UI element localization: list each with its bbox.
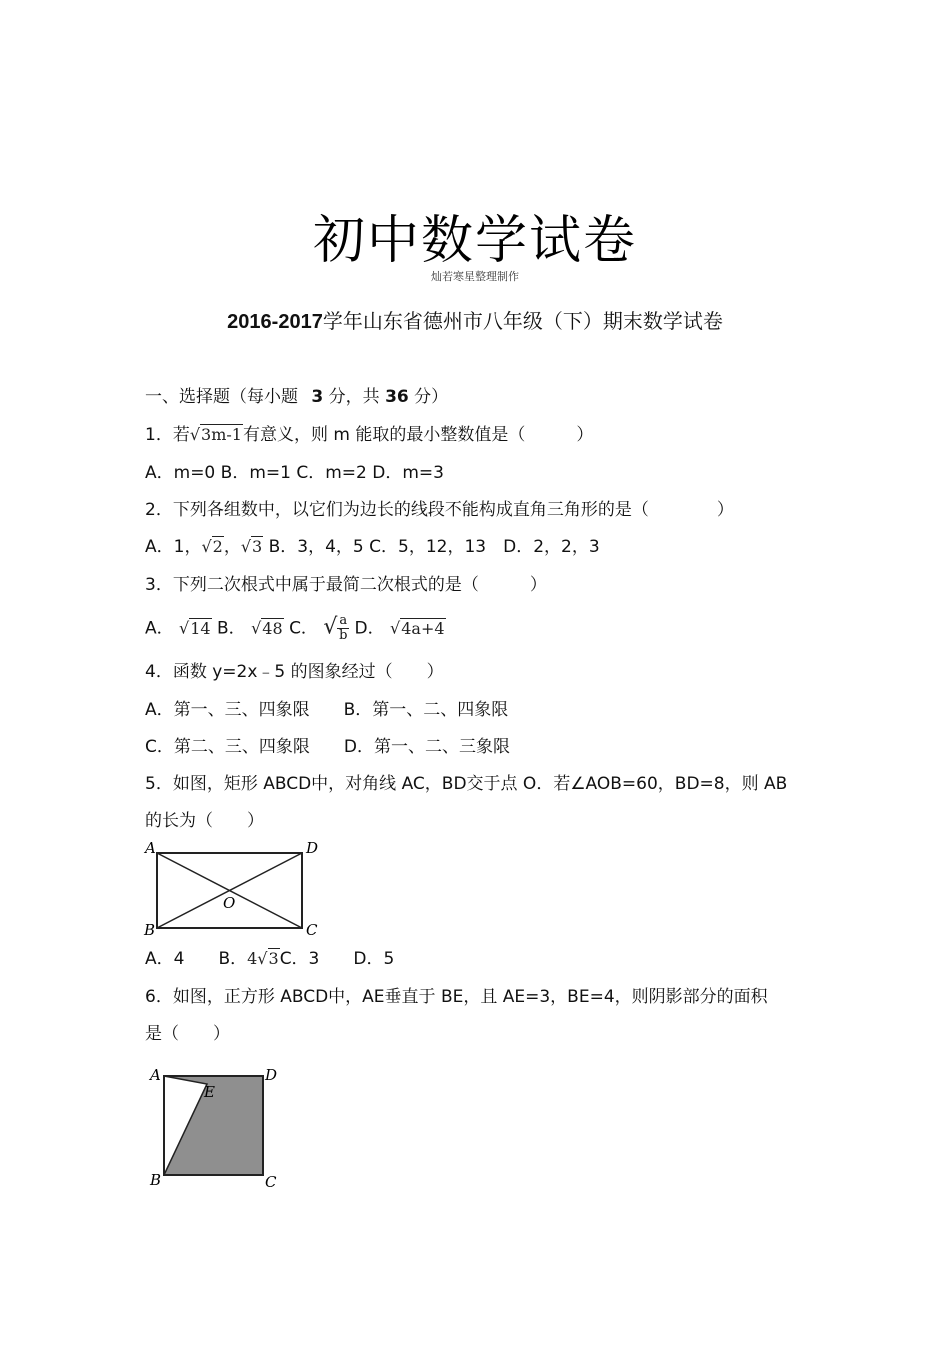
- rectangle-figure: [143, 838, 323, 938]
- section-per-score: 3: [311, 387, 324, 407]
- exam-title-text: 学年山东省德州市八年级（下）期末数学试卷: [322, 309, 723, 333]
- q1-stem-end: 有意义，则 m 能取的最小整数值是（ ）: [242, 425, 594, 445]
- q2-separator: ，: [223, 537, 241, 557]
- label-e: E: [204, 1083, 215, 1101]
- q2-options: [145, 535, 600, 559]
- q2-radicand-1: 2: [212, 537, 223, 556]
- q5-coef: 4: [247, 949, 258, 968]
- label-a: A: [145, 839, 156, 857]
- q3-frac-den: b: [339, 628, 348, 643]
- question-4: 4．函数 y=2x﹣5 的图象经过（ ）: [145, 662, 444, 682]
- section-total-score: 36: [385, 387, 409, 407]
- q1-radical: √3m-1: [189, 425, 242, 444]
- q5-radical: √3: [257, 949, 279, 968]
- q4-options-cd: C．第二、三、四象限 D．第一、二、三象限: [145, 737, 510, 757]
- label-o: O: [223, 894, 236, 912]
- label-b: B: [150, 1171, 162, 1189]
- section-prefix: 一、选择题（每小题: [145, 387, 298, 407]
- label-c: C: [306, 921, 318, 938]
- section-heading: [145, 385, 448, 409]
- document-title: 初中数学试卷: [312, 211, 637, 271]
- q3-frac-num: a: [339, 613, 348, 628]
- q3-options: [145, 614, 446, 643]
- q3-radical-b: √48: [251, 618, 283, 638]
- q3-fraction: [337, 614, 349, 643]
- exam-year: 2016-2017: [227, 311, 323, 333]
- q3-option-b: B．: [217, 618, 246, 639]
- q3-radicand-b: 48: [262, 618, 283, 638]
- label-a: A: [150, 1066, 161, 1084]
- producer-note: 灿若寒星整理制作: [431, 270, 519, 283]
- q5-options-rest: C．3 D．5: [279, 949, 395, 969]
- q2-radicand-2: 3: [252, 537, 263, 556]
- q3-option-a: A．: [145, 618, 174, 639]
- q3-radical-d: √4a+4: [390, 618, 445, 638]
- q4-options-ab: A．第一、三、四象限 B．第一、二、四象限: [145, 700, 509, 720]
- question-6: 6．如图，正方形 ABCD中，AE垂直于 BE，且 AE=3，BE=4，则阴影部分的面积: [145, 987, 768, 1007]
- q3-option-d: D．: [354, 618, 385, 639]
- q2-radical-2: √3: [240, 537, 263, 556]
- question-2: 2．下列各组数中，以它们为边长的线段不能构成直角三角形的是（ ）: [145, 500, 734, 520]
- q3-radicand-a: 14: [190, 618, 211, 638]
- question-3: 3．下列二次根式中属于最简二次根式的是（ ）: [145, 575, 547, 595]
- question-5-cont: 的长为（ ）: [145, 811, 264, 831]
- q2-options-rest: B．3，4，5 C．5，12，13 D．2，2，3: [268, 537, 600, 557]
- q2-option-a: A．1，: [145, 537, 202, 557]
- q1-stem-start: 1．若: [145, 425, 190, 445]
- q2-radical-1: √2: [201, 537, 223, 556]
- question-5: 5．如图，矩形 ABCD中，对角线 AC，BD交于点 O．若∠AOB=60，BD=8，则 AB: [145, 774, 788, 794]
- section-mid: 分，共: [328, 387, 380, 407]
- label-d: D: [306, 839, 319, 857]
- q1-radicand: 3m-1: [201, 425, 242, 444]
- question-1: [145, 423, 593, 447]
- question-6-cont: 是（ ）: [145, 1024, 230, 1044]
- section-suffix: 分）: [414, 387, 449, 407]
- label-b: B: [144, 921, 156, 938]
- square-figure: [143, 1062, 293, 1197]
- q1-options: A．m=0 B．m=1 C．m=2 D．m=3: [145, 463, 444, 483]
- label-d: D: [265, 1066, 278, 1084]
- q5-option-a-b: A．4 B．: [145, 949, 248, 969]
- q3-radicand-d: 4a+4: [401, 618, 445, 638]
- label-c: C: [265, 1173, 277, 1191]
- exam-title: [0, 305, 950, 334]
- q5-radicand: 3: [268, 949, 279, 968]
- q3-radical-c: √: [323, 614, 338, 640]
- q3-option-c: C．: [289, 618, 318, 639]
- q3-radical-a: √14: [179, 618, 211, 638]
- q5-options: [145, 947, 394, 971]
